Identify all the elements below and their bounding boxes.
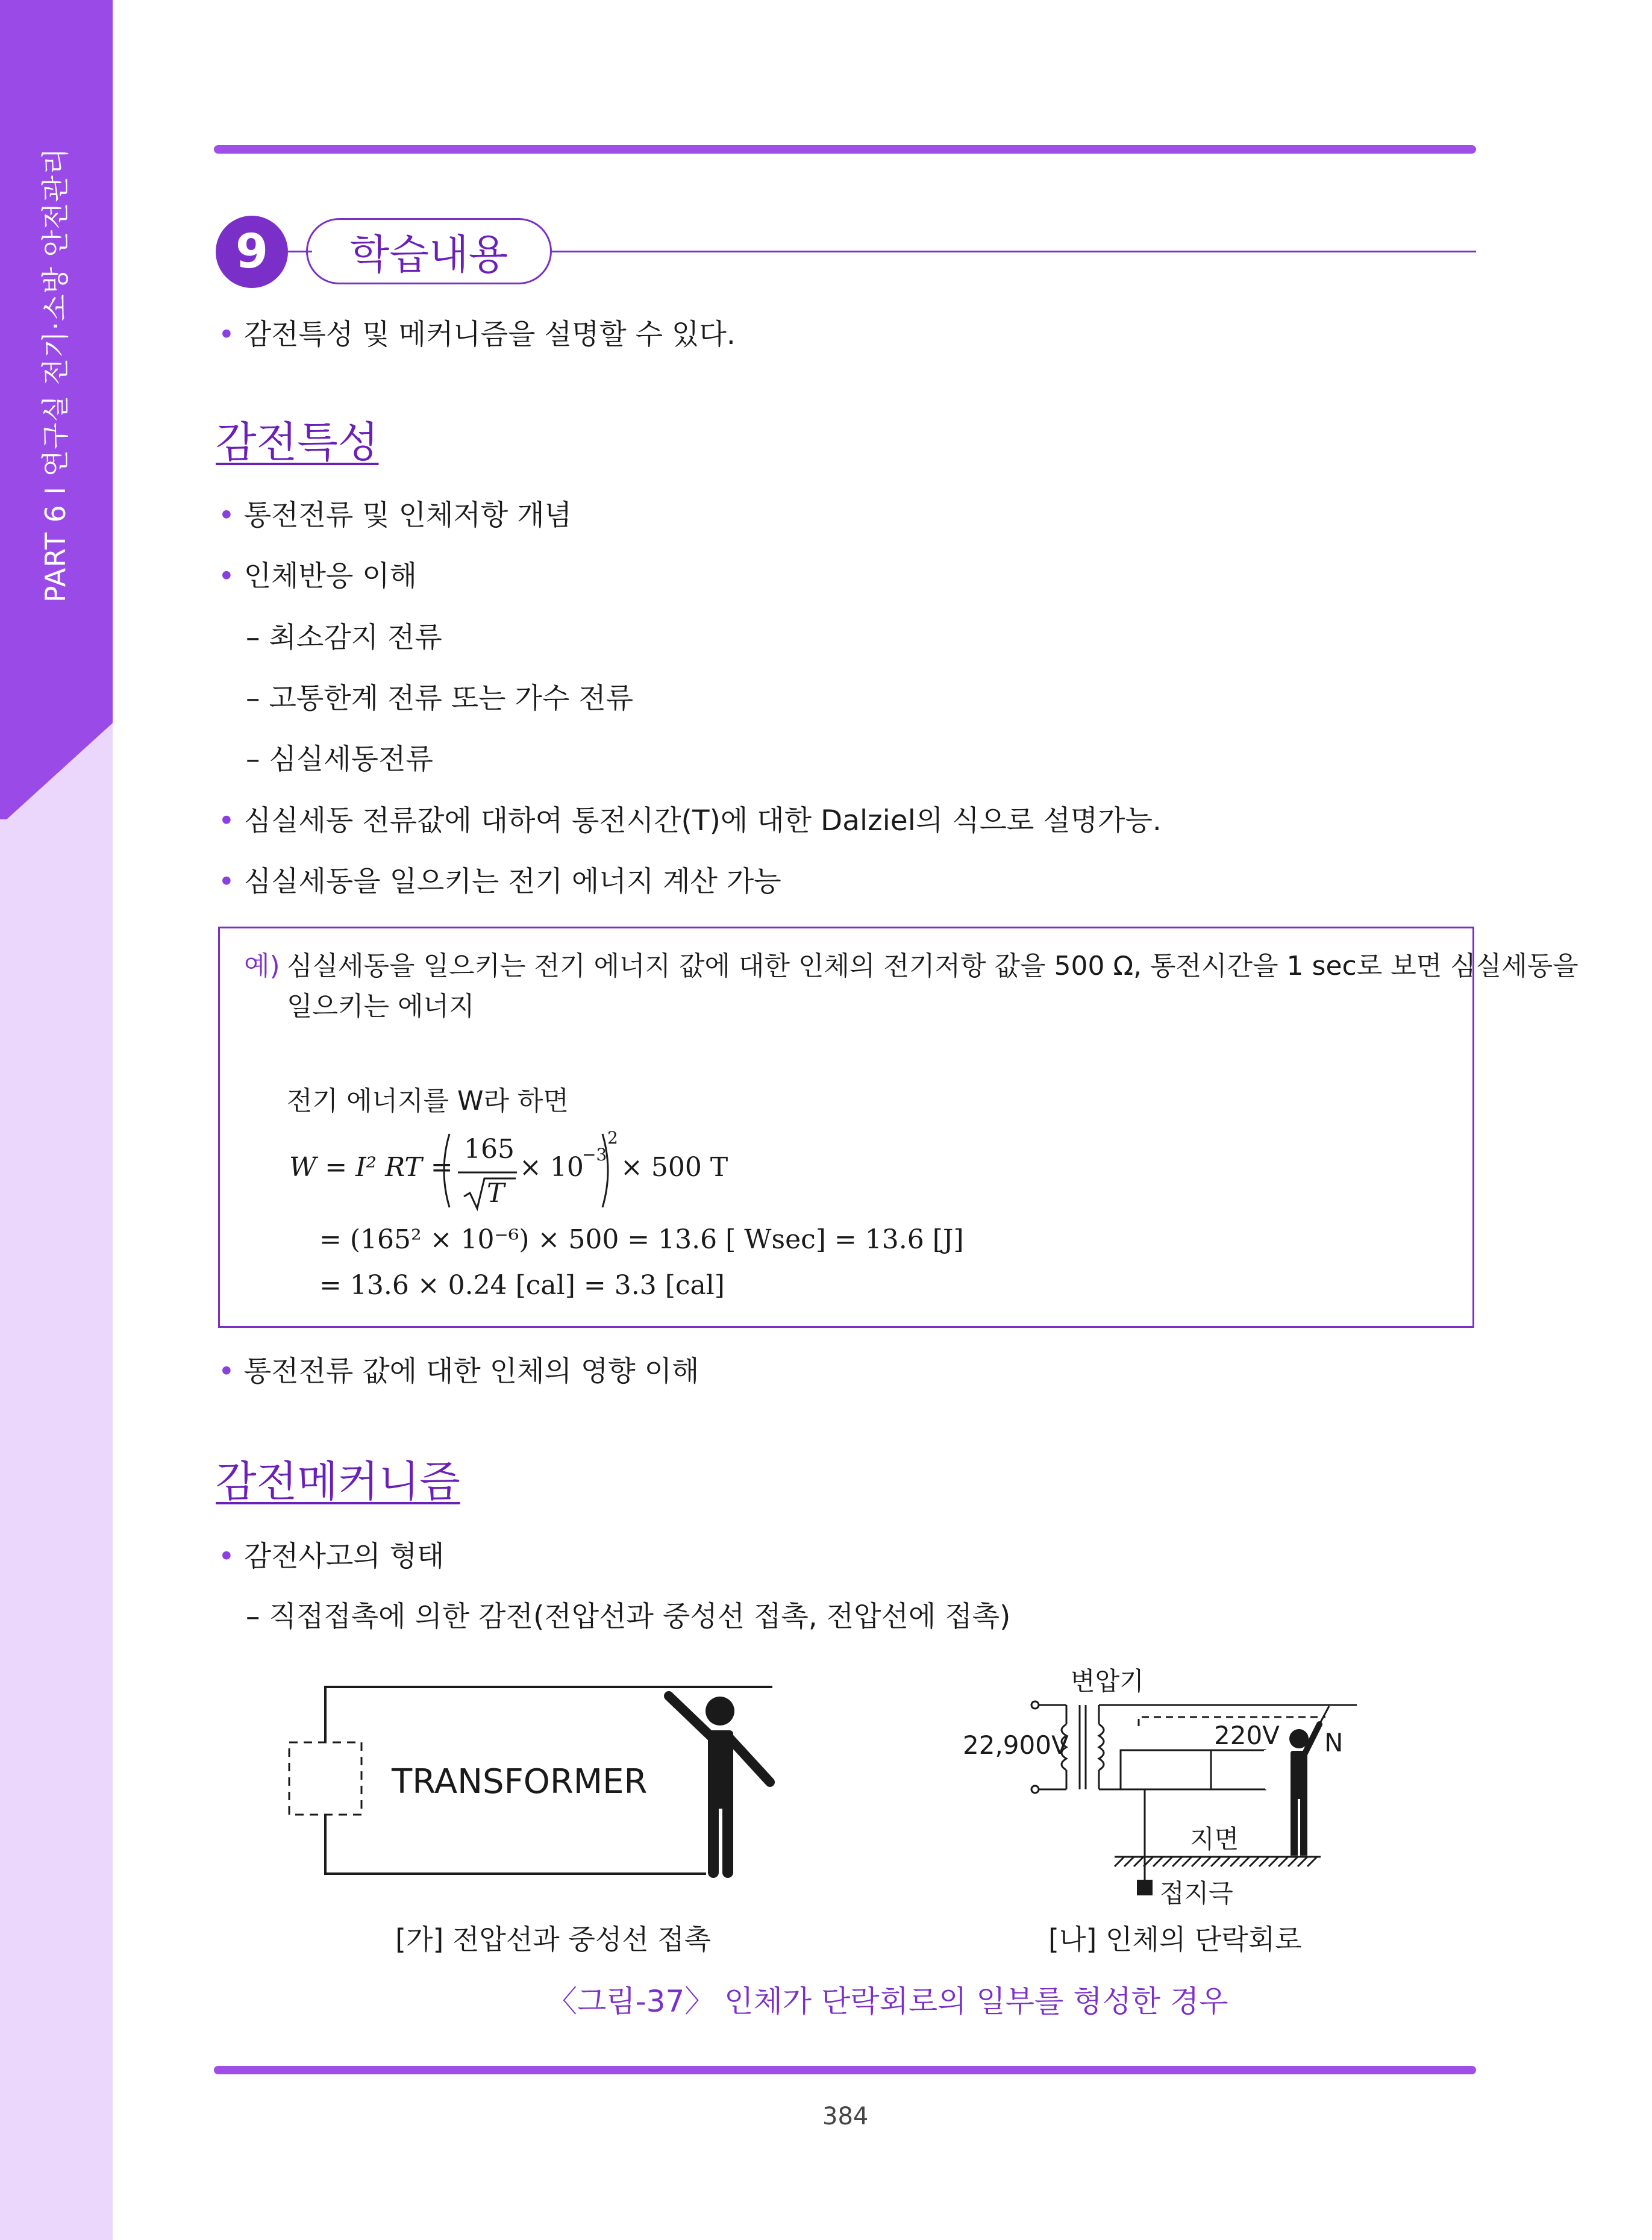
- list-item: • 심실세동 전류값에 대하여 통전시간(T)에 대한 Dalziel의 식으로 설명가능.: [218, 804, 1162, 837]
- ground-electrode-label: 접지극: [1160, 1879, 1233, 1908]
- example-line-2: 일으키는 에너지: [287, 991, 475, 1022]
- equation-1-power: × 10: [519, 1152, 584, 1183]
- section-title: 학습내용: [306, 218, 552, 284]
- sidebar-part-label: PART 6 Ι 연구실 전기·소방 안전관리: [39, 147, 72, 602]
- objective-text: 감전특성 및 메커니즘을 설명할 수 있다.: [243, 318, 736, 351]
- equation-1-numerator: 165: [464, 1134, 515, 1165]
- list-item: • 감전사고의 형태: [218, 1540, 445, 1573]
- header-line: [552, 251, 1476, 252]
- person-figure: [669, 1696, 770, 1872]
- objective-item: • 감전특성 및 메커니즘을 설명할 수 있다.: [218, 318, 736, 351]
- list-item: • 통전전류 값에 대한 인체의 영향 이해: [218, 1355, 699, 1388]
- list-item: • 심실세동을 일으키는 전기 에너지 계산 가능: [218, 865, 781, 898]
- section-number-badge: 9: [216, 216, 288, 288]
- bottom-rule: [214, 2066, 1476, 2074]
- example-box: [218, 927, 1474, 1328]
- left-figure-caption: [가] 전압선과 중성선 접촉: [395, 1923, 712, 1956]
- figure-title: 〈그림-37〉 인체가 단락회로의 일부를 형성한 경우: [547, 1984, 1228, 2019]
- equation-1-tail: × 500 T: [621, 1152, 728, 1183]
- equation-1-denominator: T: [487, 1178, 505, 1209]
- heading-shock-mechanism: 감전메커니즘: [216, 1457, 460, 1506]
- list-item: • 인체반응 이해: [218, 560, 418, 593]
- equation-1-square: 2: [607, 1128, 618, 1148]
- example-line-1: 심실세동을 일으키는 전기 에너지 값에 대한 인체의 전기저항 값을 500 Ω, 통전시간을 1 sec로 보면 심실세동을: [287, 951, 1578, 981]
- sub-list-item: – 최소감지 전류: [246, 621, 442, 654]
- equation-2: = (165² × 10⁻⁶) × 500 = 13.6 [ Wsec] = 13.6 [J]: [319, 1224, 964, 1255]
- person-figure: [1289, 1706, 1329, 1856]
- transformer-label: TRANSFORMER: [392, 1762, 648, 1801]
- neutral-label: N: [1324, 1728, 1344, 1757]
- page-number: 384: [822, 2103, 869, 2130]
- example-prefix: 예): [244, 951, 280, 981]
- sub-list-item: – 고통한계 전류 또는 가수 전류: [246, 682, 634, 715]
- heading-shock-characteristics: 감전특성: [216, 418, 379, 467]
- example-line-3: 전기 에너지를 W라 하면: [287, 1086, 569, 1116]
- right-figure-caption: [나] 인체의 단락회로: [1048, 1923, 1302, 1956]
- top-rule: [214, 145, 1476, 154]
- secondary-voltage-label: 220V: [1214, 1721, 1280, 1750]
- transformer-korean-label: 변압기: [1071, 1666, 1144, 1696]
- list-item: • 통전전류 및 인체저항 개념: [218, 499, 572, 532]
- sidebar-diagonal: [0, 723, 113, 825]
- equation-1-lhs: W = I² RT =: [289, 1152, 453, 1183]
- sub-list-item: – 심실세동전류: [246, 743, 433, 776]
- equation-1-exponent: −3: [582, 1145, 607, 1165]
- primary-voltage-label: 22,900V: [963, 1730, 1069, 1760]
- equation-3: = 13.6 × 0.24 [cal] = 3.3 [cal]: [319, 1270, 725, 1301]
- ground-label: 지면: [1190, 1824, 1239, 1854]
- sub-list-item: – 직접접촉에 의한 감전(전압선과 중성선 접촉, 전압선에 접촉): [246, 1600, 1011, 1633]
